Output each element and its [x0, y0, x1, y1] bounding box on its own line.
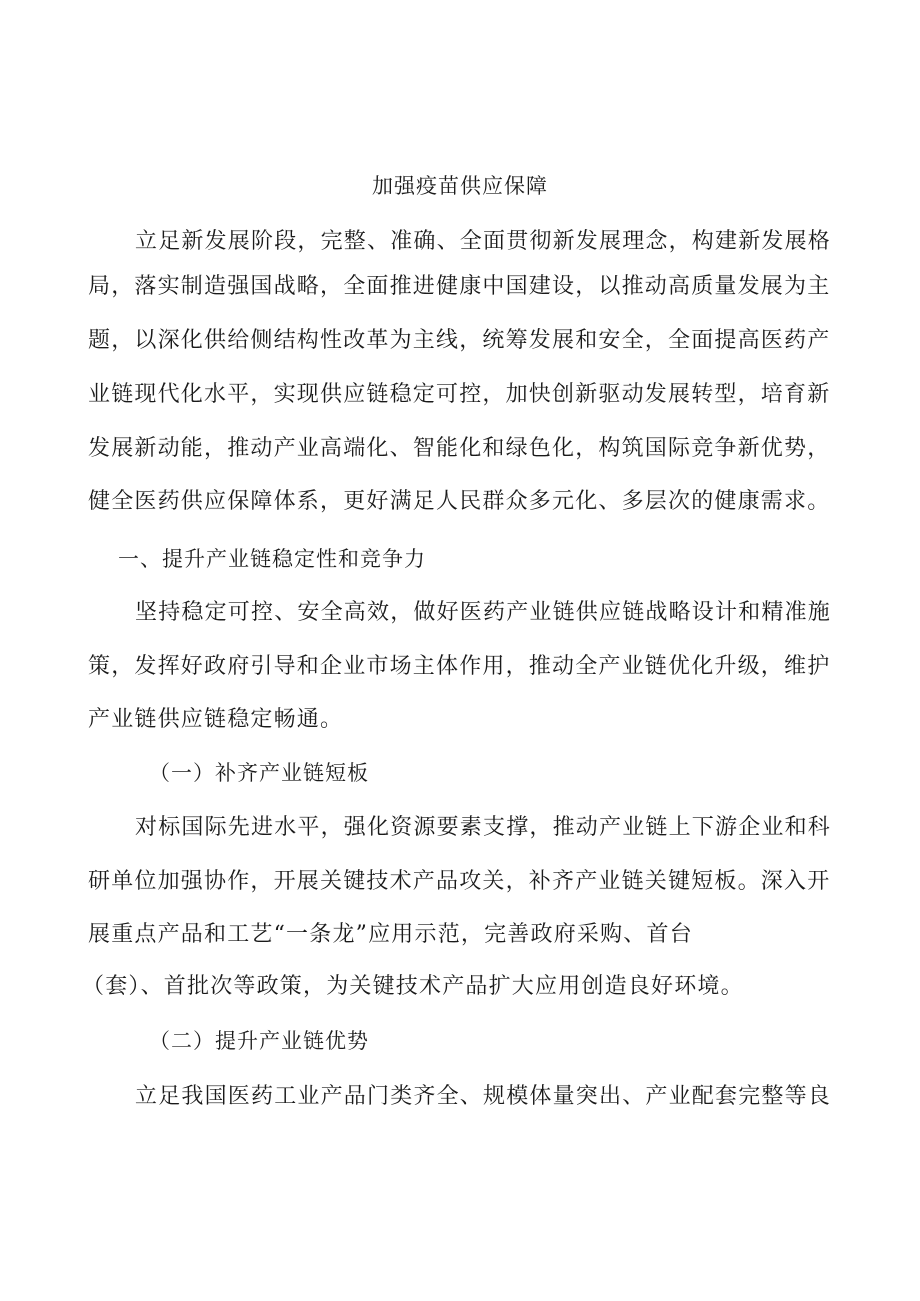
paragraph-line: 立足新发展阶段，完整、准确、全面贯彻新发展理念，构建新发展格	[135, 229, 832, 254]
paragraph-line: 策，发挥好政府引导和企业市场主体作用，推动全产业链优化升级，维护	[88, 654, 831, 679]
paragraph-line: 发展新动能，推动产业高端化、智能化和绿色化，构筑国际竞争新优势，	[88, 436, 831, 461]
paragraph-line: 业链现代化水平，实现供应链稳定可控，加快创新驱动发展转型，培育新	[88, 382, 831, 407]
subsection-heading: （一）补齐产业链短板	[149, 761, 369, 785]
paragraph-line: 研单位加强协作，开展关键技术产品攻关，补齐产业链关键短板。深入开	[88, 869, 831, 894]
paragraph-line: （套）、首批次等政策，为关键技术产品扩大应用创造良好环境。	[82, 974, 744, 999]
paragraph-line: 对标国际先进水平，强化资源要素支撑，推动产业链上下游企业和科	[135, 815, 832, 840]
document-title: 加强疫苗供应保障	[372, 174, 548, 198]
paragraph-line: 题，以深化供给侧结构性改革为主线，统筹发展和安全，全面提高医药产	[88, 328, 831, 353]
paragraph-line: 展重点产品和工艺“一条龙”应用示范，完善政府采购、首台	[88, 922, 693, 947]
section-heading: 一、提升产业链稳定性和竞争力	[118, 547, 426, 571]
paragraph-line: 局，落实制造强国战略，全面推进健康中国建设，以推动高质量发展为主	[88, 274, 831, 299]
paragraph-line: 坚持稳定可控、安全高效，做好医药产业链供应链战略设计和精准施	[135, 600, 832, 625]
paragraph-line: 产业链供应链稳定畅通。	[88, 707, 344, 732]
subsection-heading: （二）提升产业链优势	[149, 1029, 369, 1053]
paragraph-line: 立足我国医药工业产品门类齐全、规模体量突出、产业配套完整等良	[135, 1084, 832, 1109]
paragraph-line: 健全医药供应保障体系，更好满足人民群众多元化、多层次的健康需求。	[88, 489, 831, 514]
